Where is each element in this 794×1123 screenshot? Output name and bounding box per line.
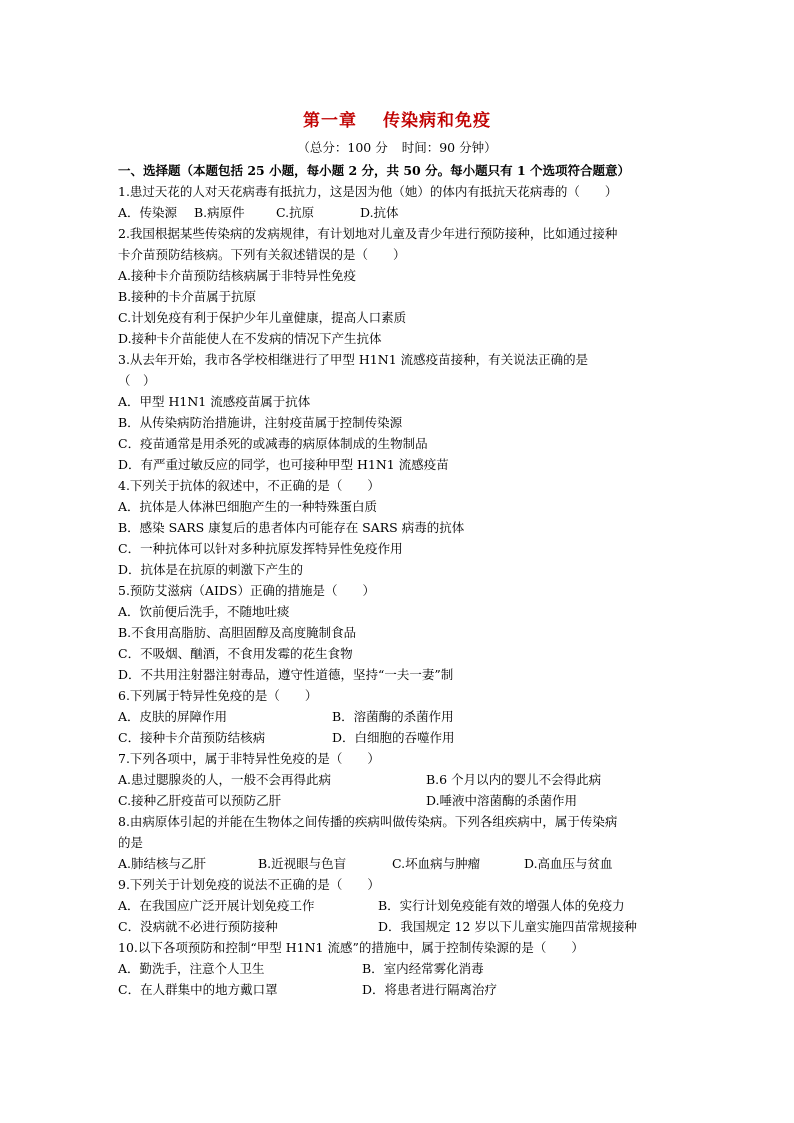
question-10	[118, 937, 688, 1000]
question-stem: 1.患过天花的人对天花病毒有抵抗力，这是因为他（她）的体内有抵抗天花病毒的（ ）	[118, 184, 618, 199]
question-5	[118, 580, 688, 685]
chapter-title: 传染病和免疫	[383, 111, 491, 131]
option-row	[118, 727, 688, 748]
option-b: B.不食用高脂肪、高胆固醇及高度腌制食品	[118, 625, 357, 640]
question-stem: 4.下列关于抗体的叙述中，不正确的是（ ）	[118, 478, 380, 493]
option-d: D．有严重过敏反应的同学，也可接种甲型 H1N1 流感疫苗	[118, 457, 449, 472]
option-d: D.接种卡介苗能使人在不发病的情况下产生抗体	[118, 331, 382, 346]
option-d: D．我国规定 12 岁以下儿童实施四苗常规接种	[378, 919, 637, 934]
option-a: A．抗体是人体淋巴细胞产生的一种特殊蛋白质	[118, 499, 378, 514]
option-row	[118, 853, 688, 874]
option-b: B.近视眼与色盲	[258, 856, 347, 871]
total-score: （总分：100 分	[297, 140, 388, 155]
question-1	[118, 181, 688, 223]
question-stem: 9.下列关于计划免疫的说法不正确的是（ ）	[118, 877, 380, 892]
option-d: D.高血压与贫血	[524, 856, 613, 871]
question-stem-cont: 的是	[118, 835, 144, 850]
option-b: B．溶菌酶的杀菌作用	[332, 709, 454, 724]
option-a: A．饮前便后洗手，不随地吐痰	[118, 604, 290, 619]
time-limit: 时间：90 分钟）	[401, 140, 497, 155]
question-6	[118, 685, 688, 748]
option-row	[118, 769, 688, 790]
question-9	[118, 874, 688, 937]
question-stem: 5.预防艾滋病（AIDS）正确的措施是（ ）	[118, 583, 375, 598]
option-c: C.坏血病与肿瘤	[392, 856, 481, 871]
option-row	[118, 895, 688, 916]
option-c: C．没病就不必进行预防接种	[118, 919, 278, 934]
question-2	[118, 223, 688, 349]
chapter-label: 第一章	[303, 111, 357, 131]
option-c: C.接种乙肝疫苗可以预防乙肝	[118, 793, 282, 808]
option-row	[118, 706, 688, 727]
question-stem: 10.以下各项预防和控制“甲型 H1N1 流感”的措施中，属于控制传染源的是（ ）	[118, 940, 584, 955]
option-b: B.接种的卡介苗属于抗原	[118, 289, 257, 304]
question-stem: 7.下列各项中，属于非特异性免疫的是（ ）	[118, 751, 380, 766]
question-4	[118, 475, 688, 580]
option-a: A.患过腮腺炎的人，一般不会再得此病	[118, 772, 332, 787]
question-stem: 2.我国根据某些传染病的发病规律，有计划地对儿童及青少年进行预防接种，比如通过接种	[118, 226, 618, 241]
option-a: A.肺结核与乙肝	[118, 856, 207, 871]
option-row	[118, 790, 688, 811]
option-d: D．白细胞的吞噬作用	[332, 730, 455, 745]
option-d: D．不共用注射器注射毒品，遵守性道德，坚持“一夫一妻”制	[118, 667, 454, 682]
option-d: D.唾液中溶菌酶的杀菌作用	[426, 793, 578, 808]
option-a: A．皮肤的屏障作用	[118, 709, 228, 724]
option-row	[118, 202, 688, 223]
option-a: A．甲型 H1N1 流感疫苗属于抗体	[118, 394, 311, 409]
option-c: C．一种抗体可以针对多种抗原发挥特异性免疫作用	[118, 541, 403, 556]
option-b: B．感染 SARS 康复后的患者体内可能存在 SARS 病毒的抗体	[118, 520, 465, 535]
option-b: B．室内经常雾化消毒	[362, 961, 484, 976]
question-8	[118, 811, 688, 874]
question-stem: 8.由病原体引起的并能在生物体之间传播的疾病叫做传染病。下列各组疾病中，属于传染病	[118, 814, 618, 829]
option-c: C.计划免疫有利于保护少年儿童健康，提高人口素质	[118, 310, 407, 325]
question-stem: 6.下列属于特异性免疫的是（ ）	[118, 688, 318, 703]
option-a: A．勤洗手，注意个人卫生	[118, 961, 265, 976]
option-b: B.病原件	[194, 205, 245, 220]
option-row	[118, 979, 688, 1000]
question-3	[118, 349, 688, 475]
option-a: A．在我国应广泛开展计划免疫工作	[118, 898, 315, 913]
option-c: C．疫苗通常是用杀死的或减毒的病原体制成的生物制品	[118, 436, 428, 451]
option-row	[118, 916, 688, 937]
question-stem: 3.从去年开始，我市各学校相继进行了甲型 H1N1 流感疫苗接种，有关说法正确的是	[118, 352, 589, 367]
option-c: C．不吸烟、酗酒，不食用发霉的花生食物	[118, 646, 353, 661]
option-d: D.抗体	[360, 205, 399, 220]
section-heading: 一、选择题（本题包括 25 小题，每小题 2 分，共 50 分。每小题只有 1 个选项符合题意）	[118, 163, 631, 178]
question-stem-cont: 卡介苗预防结核病。下列有关叙述错误的是（ ）	[118, 247, 406, 262]
option-d: D．抗体是在抗原的刺激下产生的	[118, 562, 304, 577]
option-a: A．传染源	[118, 205, 178, 220]
option-b: B.6 个月以内的婴儿不会得此病	[426, 772, 602, 787]
option-d: D．将患者进行隔离治疗	[362, 982, 498, 997]
option-b: B．实行计划免疫能有效的增强人体的免疫力	[378, 898, 625, 913]
page-title	[0, 106, 794, 131]
option-c: C．在人群集中的地方戴口罩	[118, 982, 278, 997]
question-stem-cont: （ ）	[118, 373, 156, 388]
option-c: C．接种卡介苗预防结核病	[118, 730, 266, 745]
exam-meta	[0, 138, 794, 156]
option-b: B．从传染病防治措施讲，注射疫苗属于控制传染源	[118, 415, 403, 430]
option-c: C.抗原	[276, 205, 315, 220]
option-a: A.接种卡介苗预防结核病属于非特异性免疫	[118, 268, 357, 283]
question-list	[118, 160, 688, 1000]
option-row	[118, 958, 688, 979]
question-7	[118, 748, 688, 811]
